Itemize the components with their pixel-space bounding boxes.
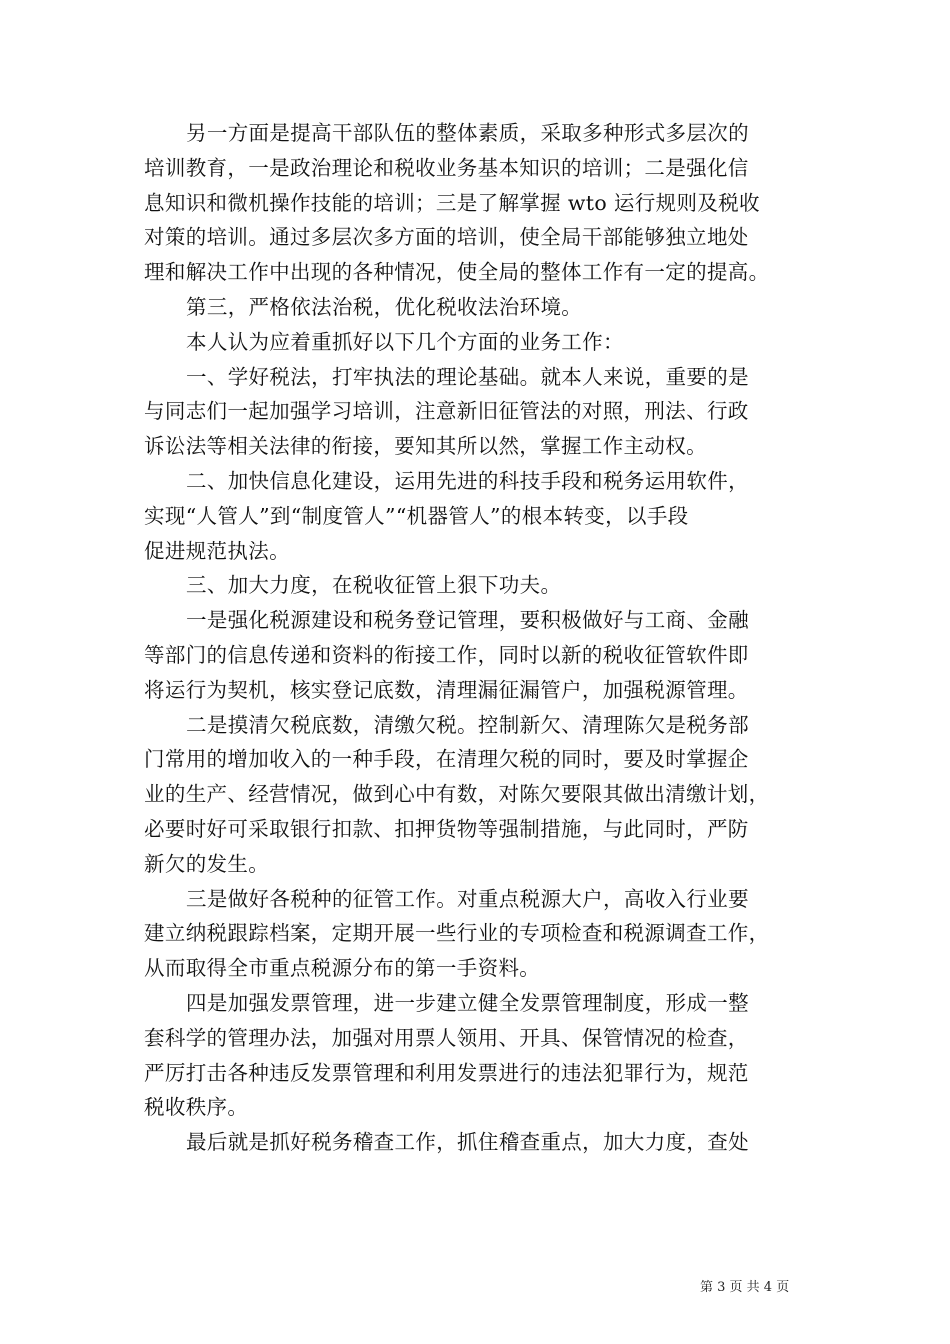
text-line: 第三，严格依法治税，优化税收法治环境。 — [186, 294, 583, 319]
text-line: 严厉打击各种违反发票管理和利用发票进行的违法犯罪行为，规范 — [144, 1060, 749, 1085]
text-line: 最后就是抓好税务稽查工作，抓住稽查重点，加大力度，查处 — [186, 1130, 749, 1155]
text-line: 三、加大力度，在税收征管上狠下功夫。 — [186, 573, 562, 598]
text-line: 套科学的管理办法，加强对用票人领用、开具、保管情况的检查， — [144, 1025, 749, 1050]
text-line: 门常用的增加收入的一种手段，在清理欠税的同时，要及时掌握企 — [144, 747, 749, 772]
text-line: 与同志们一起加强学习培训，注意新旧征管法的对照，刑法、行政 — [144, 399, 749, 424]
text-line: 业的生产、经营情况，做到心中有数，对陈欠要限其做出清缴计划， — [144, 782, 770, 807]
text-line: 一是强化税源建设和税务登记管理，要积极做好与工商、金融 — [186, 608, 749, 633]
text-line: 一、学好税法，打牢执法的理论基础。就本人来说，重要的是 — [186, 364, 749, 389]
text-line: 三是做好各税种的征管工作。对重点税源大户，高收入行业要 — [186, 886, 749, 911]
text-line: 等部门的信息传递和资料的衔接工作，同时以新的税收征管软件即 — [144, 642, 749, 667]
text-line: 二、加快信息化建设，运用先进的科技手段和税务运用软件， — [186, 468, 749, 493]
page-number-footer: 第 3 页 共 4 页 — [700, 1280, 790, 1295]
text-line: 理和解决工作中出现的各种情况，使全局的整体工作有一定的提高。 — [144, 260, 770, 285]
document-body — [144, 116, 814, 1160]
text-line: 息知识和微机操作技能的培训；三是了解掌握 wto 运行规则及税收 — [144, 190, 760, 215]
text-line: 促进规范执法。 — [144, 538, 290, 563]
text-line: 二是摸清欠税底数，清缴欠税。控制新欠、清理陈欠是税务部 — [186, 712, 749, 737]
text-line: 将运行为契机，核实登记底数，清理漏征漏管户，加强税源管理。 — [144, 677, 749, 702]
text-line: 必要时好可采取银行扣款、扣押货物等强制措施，与此同时，严防 — [144, 816, 749, 841]
text-line: 本人认为应着重抓好以下几个方面的业务工作： — [186, 329, 624, 354]
text-line: 另一方面是提高干部队伍的整体素质，采取多种形式多层次的 — [186, 121, 749, 145]
text-line: 税收秩序。 — [144, 1095, 249, 1120]
text-line: 四是加强发票管理，进一步建立健全发票管理制度，形成一整 — [186, 990, 749, 1015]
text-line: 培训教育，一是政治理论和税收业务基本知识的培训；二是强化信 — [144, 155, 749, 180]
text-line: 诉讼法等相关法律的衔接，要知其所以然，掌握工作主动权。 — [144, 434, 707, 459]
text-line: 实现“人管人”到“制度管人”“机器管人”的根本转变，以手段 — [144, 503, 689, 528]
text-line: 建立纳税跟踪档案，定期开展一些行业的专项检查和税源调查工作， — [144, 921, 770, 946]
text-line: 从而取得全市重点税源分布的第一手资料。 — [144, 956, 541, 981]
text-line: 新欠的发生。 — [144, 851, 270, 876]
text-line: 对策的培训。通过多层次多方面的培训，使全局干部能够独立地处 — [144, 225, 749, 250]
